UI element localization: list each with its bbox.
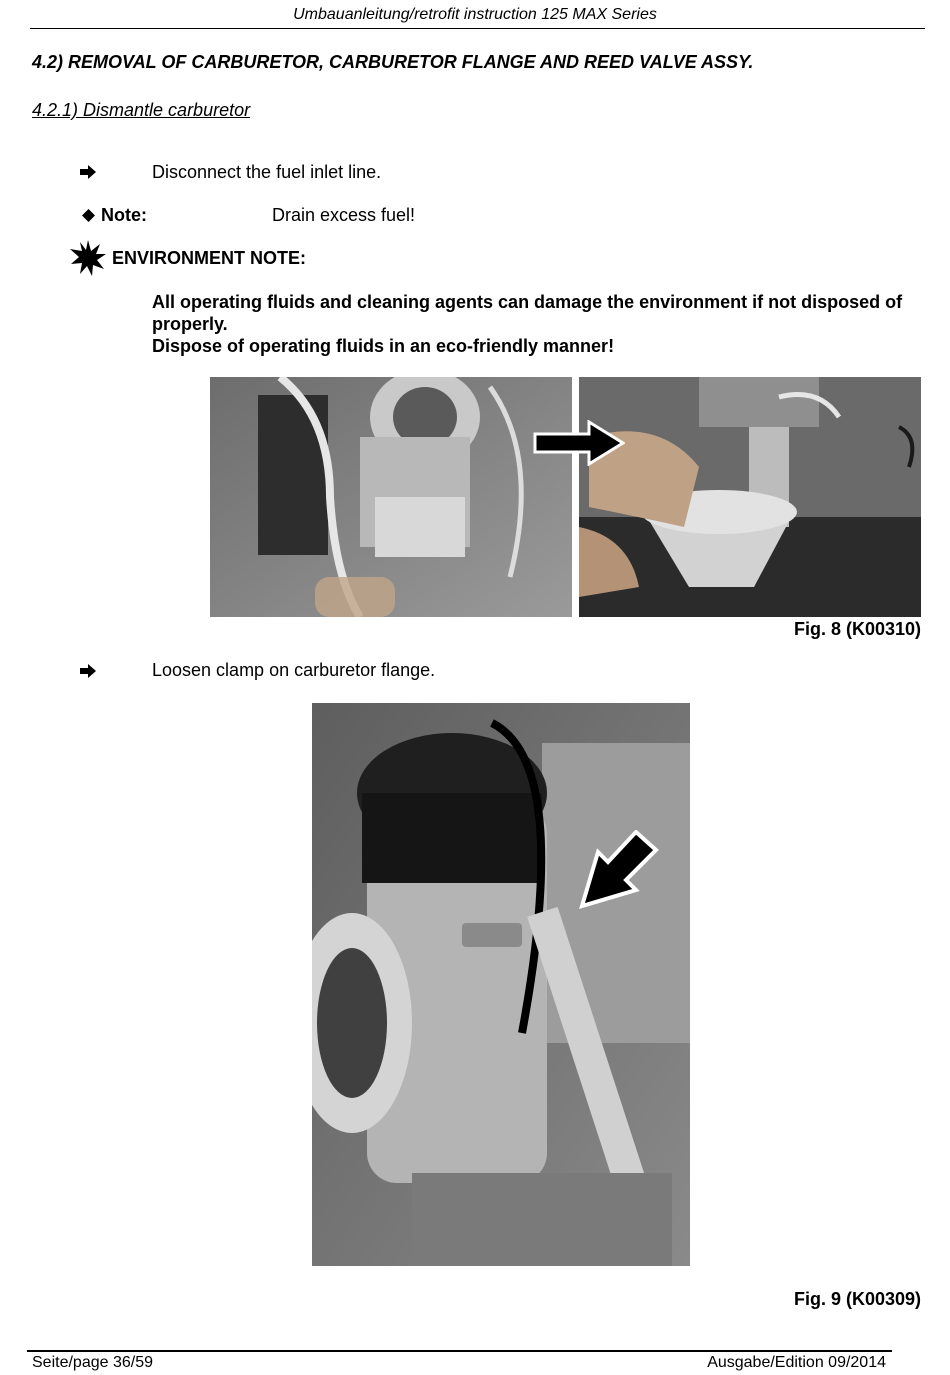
document-header: Umbauanleitung/retrofit instruction 125 MAX Series xyxy=(293,6,657,23)
indicator-arrow-icon xyxy=(578,830,660,917)
photo-carburetor-fuel-line xyxy=(210,377,572,617)
section-title: 4.2) REMOVAL OF CARBURETOR, CARBURETOR FLANGE AND REED VALVE ASSY. xyxy=(32,52,754,72)
environment-note-line-2: Dispose of operating fluids in an eco-friendly manner! xyxy=(152,336,615,356)
environment-note-label: ENVIRONMENT NOTE: xyxy=(112,248,307,268)
step-disconnect-fuel: Disconnect the fuel inlet line. xyxy=(152,162,382,182)
direction-arrow-icon xyxy=(533,420,625,471)
diamond-icon xyxy=(82,209,95,227)
note-label: Note: xyxy=(101,205,147,225)
photo-draining-fuel-funnel xyxy=(579,377,921,617)
header-divider xyxy=(30,28,925,29)
note-text: Drain excess fuel! xyxy=(272,205,416,225)
arrow-right-icon xyxy=(80,664,96,683)
figure-8-caption: Fig. 8 (K00310) xyxy=(793,619,921,639)
environment-note-body xyxy=(152,291,927,357)
step-loosen-clamp: Loosen clamp on carburetor flange. xyxy=(152,660,436,680)
page-number: Seite/page 36/59 xyxy=(32,1354,153,1371)
arrow-right-icon xyxy=(80,165,96,184)
subsection-title: 4.2.1) Dismantle carburetor xyxy=(32,100,251,120)
photo-carburetor-flange-clamp xyxy=(312,703,690,1266)
explosion-star-icon xyxy=(70,240,106,281)
figure-9-caption: Fig. 9 (K00309) xyxy=(793,1289,921,1309)
environment-note-line-1: All operating fluids and cleaning agents can damage the environment if not disposed of properly. xyxy=(152,292,903,334)
edition-date: Ausgabe/Edition 09/2014 xyxy=(707,1354,886,1371)
footer-divider xyxy=(27,1350,892,1352)
